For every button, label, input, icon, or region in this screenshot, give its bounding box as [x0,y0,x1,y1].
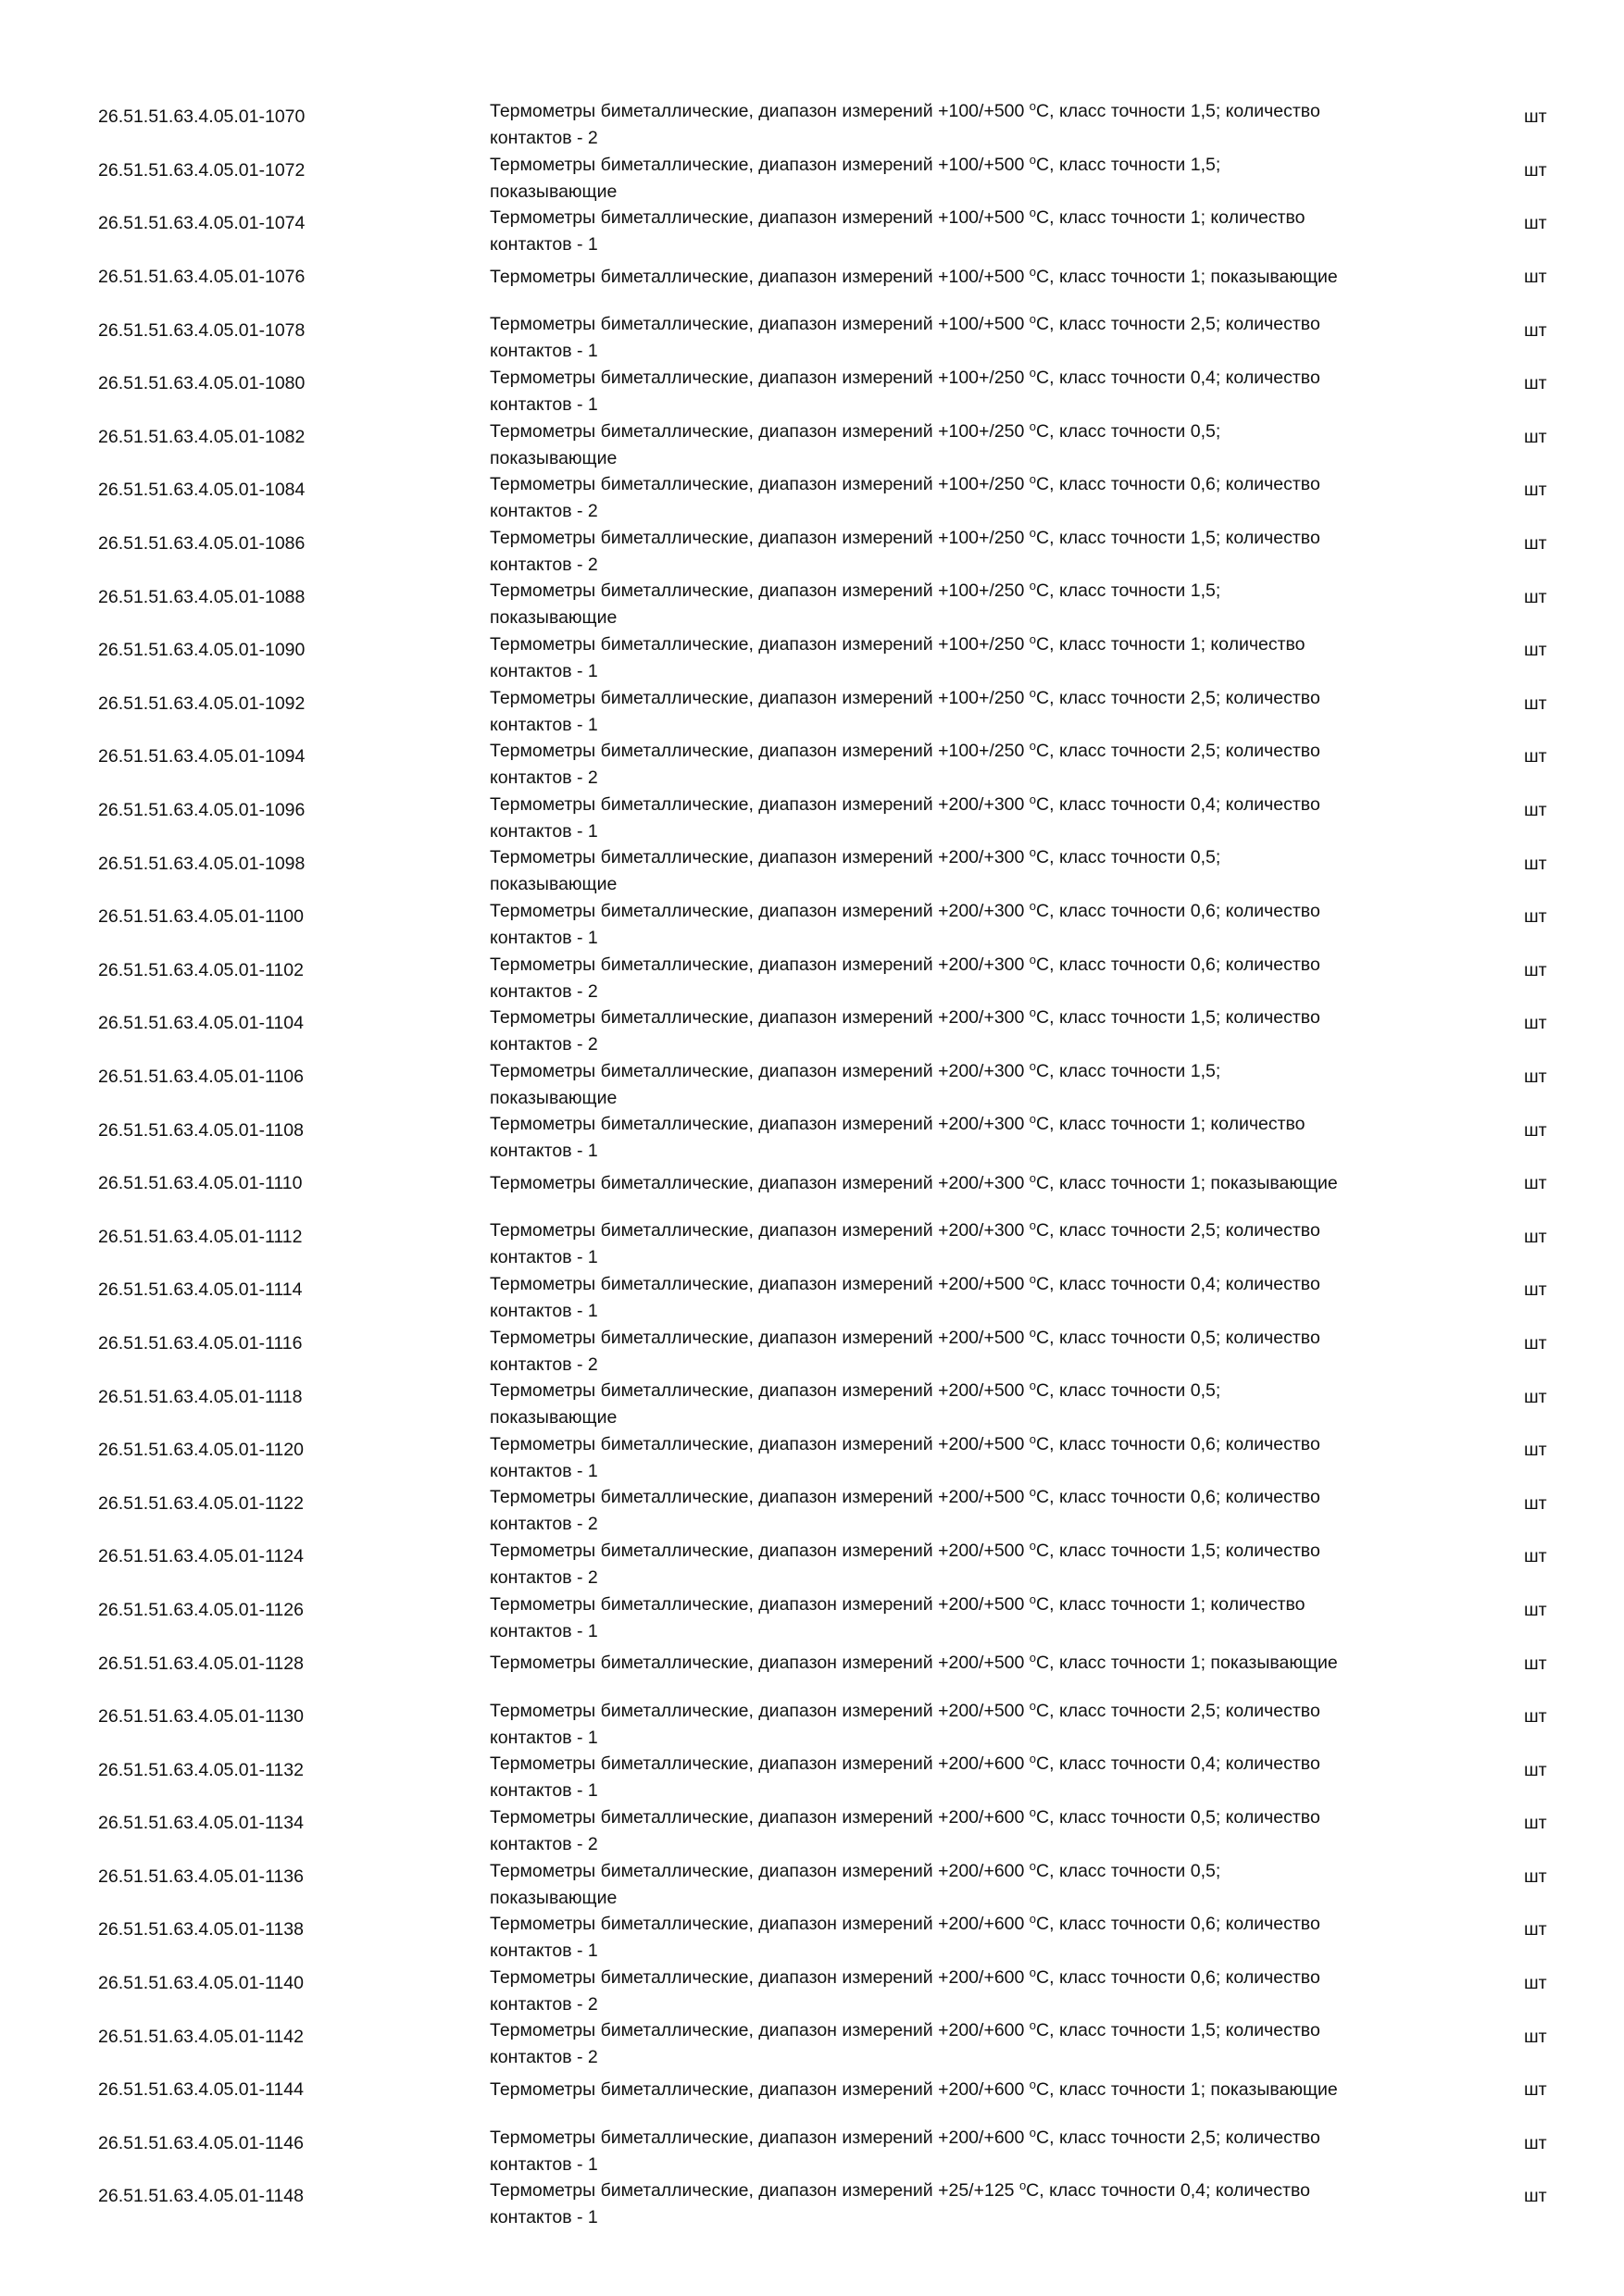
item-code: 26.51.51.63.4.05.01-1100 [98,906,304,928]
table-row [0,1797,1624,1854]
table-row [0,1637,1624,1691]
item-unit: шт [1524,1386,1547,1407]
table-row [0,837,1624,895]
item-code: 26.51.51.63.4.05.01-1098 [98,853,306,874]
item-description: Термометры биметаллические, диапазон измерений +100+/250 $^o$С, класс точности 0,4; количество контактов - 1 [490,365,1320,415]
item-unit: шт [1524,1759,1547,1780]
item-code: 26.51.51.63.4.05.01-1080 [98,373,306,394]
item-unit: шт [1524,853,1547,874]
item-unit: шт [1524,1492,1547,1514]
item-unit: шт [1524,906,1547,928]
item-unit: шт [1524,693,1547,714]
item-code: 26.51.51.63.4.05.01-1116 [98,1332,303,1354]
item-unit: шт [1524,1653,1547,1674]
item-description: Термометры биметаллические, диапазон измерений +200/+300 $^o$С, класс точности 0,5; показывающие [490,845,1221,895]
item-code: 26.51.51.63.4.05.01-1106 [98,1066,304,1087]
item-description: Термометры биметаллические, диапазон измерений +200/+300 $^o$С, класс точности 2,5; количество контактов - 1 [490,1218,1320,1268]
item-description: Термометры биметаллические, диапазон измерений +100+/250 $^o$С, класс точности 0,6; количество контактов - 2 [490,472,1320,522]
item-description: Термометры биметаллические, диапазон измерений +200/+300 $^o$С, класс точности 0,4; количество контактов - 1 [490,792,1320,842]
item-code: 26.51.51.63.4.05.01-1092 [98,693,306,714]
item-unit: шт [1524,1919,1547,1940]
table-row [0,518,1624,575]
item-unit: шт [1524,1279,1547,1301]
table-row [0,997,1624,1055]
table-row [0,1264,1624,1322]
table-row [0,730,1624,789]
table-row [0,891,1624,948]
price-list-table [0,91,1624,2228]
item-unit: шт [1524,2186,1547,2207]
item-description: Термометры биметаллические, диапазон измерений +100/+500 $^o$С, класс точности 1; количество контактов - 1 [490,206,1305,256]
item-description: Термометры биметаллические, диапазон измерений +200/+600 $^o$С, класс точности 0,5; количество контактов - 2 [490,1805,1320,1854]
item-unit: шт [1524,1173,1547,1194]
table-row [0,1530,1624,1589]
item-code: 26.51.51.63.4.05.01-1084 [98,480,306,501]
item-description: Термометры биметаллические, диапазон измерений +200/+300 $^o$С, класс точности 1; количество контактов - 1 [490,1112,1305,1162]
item-description: Термометры биметаллические, диапазон измерений +200/+500 $^o$С, класс точности 1; количество контактов - 1 [490,1591,1305,1641]
item-code: 26.51.51.63.4.05.01-1118 [98,1386,303,1407]
item-unit: шт [1524,2132,1547,2153]
table-row [0,1957,1624,2015]
item-unit: шт [1524,2079,1547,2101]
item-unit: шт [1524,426,1547,447]
item-code: 26.51.51.63.4.05.01-1122 [98,1492,304,1514]
item-description: Термометры биметаллические, диапазон измерений +200/+500 $^o$С, класс точности 0,5; количество контактов - 2 [490,1325,1320,1375]
item-description: Термометры биметаллические, диапазон измерений +200/+500 $^o$С, класс точности 0,5; показывающие [490,1379,1221,1429]
item-code: 26.51.51.63.4.05.01-1110 [98,1173,303,1194]
item-code: 26.51.51.63.4.05.01-1146 [98,2132,304,2153]
item-description: Термометры биметаллические, диапазон измерений +200/+600 $^o$С, класс точности 0,6; количество контактов - 2 [490,1965,1320,2015]
item-code: 26.51.51.63.4.05.01-1086 [98,533,306,555]
item-code: 26.51.51.63.4.05.01-1070 [98,106,306,128]
item-unit: шт [1524,106,1547,128]
item-code: 26.51.51.63.4.05.01-1076 [98,267,306,288]
item-code: 26.51.51.63.4.05.01-1108 [98,1119,304,1141]
item-description: Термометры биметаллические, диапазон измерений +100/+500 $^o$С, класс точности 1; показывающие [490,264,1338,287]
item-code: 26.51.51.63.4.05.01-1102 [98,959,304,980]
table-row [0,2170,1624,2228]
item-description: Термометры биметаллические, диапазон измерений +200/+500 $^o$С, класс точности 0,6; количество контактов - 1 [490,1431,1320,1481]
item-unit: шт [1524,533,1547,555]
item-description: Термометры биметаллические, диапазон измерений +200/+600 $^o$С, класс точности 0,6; количество контактов - 1 [490,1912,1320,1962]
table-row [0,1317,1624,1375]
item-code: 26.51.51.63.4.05.01-1132 [98,1759,304,1780]
item-unit: шт [1524,1226,1547,1247]
table-row [0,144,1624,202]
item-description: Термометры биметаллические, диапазон измерений +200/+300 $^o$С, класс точности 1,5; количество контактов - 2 [490,1005,1320,1055]
item-code: 26.51.51.63.4.05.01-1112 [98,1226,303,1247]
table-row [0,1903,1624,1962]
item-code: 26.51.51.63.4.05.01-1144 [98,2079,304,2101]
table-row [0,1210,1624,1268]
item-description: Термометры биметаллические, диапазон измерений +100+/250 $^o$С, класс точности 1,5; количество контактов - 2 [490,525,1320,575]
item-unit: шт [1524,586,1547,607]
table-row [0,2010,1624,2068]
table-row [0,2064,1624,2117]
item-description: Термометры биметаллические, диапазон измерений +200/+500 $^o$С, класс точности 1; показывающие [490,1651,1338,1674]
item-description: Термометры биметаллические, диапазон измерений +200/+300 $^o$С, класс точности 1; показывающие [490,1170,1338,1193]
item-description: Термометры биметаллические, диапазон измерений +200/+600 $^o$С, класс точности 0,4; количество контактов - 1 [490,1752,1320,1802]
table-row [0,1691,1624,1748]
item-unit: шт [1524,959,1547,980]
table-row [0,784,1624,842]
item-unit: шт [1524,159,1547,181]
table-row [0,197,1624,256]
item-code: 26.51.51.63.4.05.01-1104 [98,1013,304,1034]
item-description: Термометры биметаллические, диапазон измерений +200/+600 $^o$С, класс точности 2,5; количество контактов - 1 [490,2125,1320,2175]
table-row [0,1370,1624,1429]
table-row [0,304,1624,362]
item-unit: шт [1524,480,1547,501]
item-unit: шт [1524,1332,1547,1354]
table-row [0,251,1624,305]
item-description: Термометры биметаллические, диапазон измерений +100+/250 $^o$С, класс точности 2,5; количество контактов - 2 [490,739,1320,789]
item-unit: шт [1524,1813,1547,1834]
item-unit: шт [1524,1706,1547,1728]
table-row [0,1477,1624,1535]
item-description: Термометры биметаллические, диапазон измерений +200/+300 $^o$С, класс точности 0,6; количество контактов - 2 [490,952,1320,1002]
item-unit: шт [1524,319,1547,341]
item-unit: шт [1524,1866,1547,1887]
item-unit: шт [1524,1599,1547,1620]
item-unit: шт [1524,267,1547,288]
table-row [0,1851,1624,1908]
item-description: Термометры биметаллические, диапазон измерений +25/+125 $^o$С, класс точности 0,4; количество контактов - 1 [490,2178,1310,2228]
item-unit: шт [1524,1440,1547,1461]
table-row [0,357,1624,415]
item-code: 26.51.51.63.4.05.01-1088 [98,586,306,607]
item-description: Термометры биметаллические, диапазон измерений +100/+500 $^o$С, класс точности 1,5; количество контактов - 2 [490,99,1320,148]
item-code: 26.51.51.63.4.05.01-1140 [98,1973,304,1994]
item-code: 26.51.51.63.4.05.01-1094 [98,746,306,767]
item-code: 26.51.51.63.4.05.01-1114 [98,1279,303,1301]
item-unit: шт [1524,640,1547,661]
table-row [0,411,1624,468]
item-description: Термометры биметаллические, диапазон измерений +200/+600 $^o$С, класс точности 0,5; показывающие [490,1858,1221,1908]
item-code: 26.51.51.63.4.05.01-1148 [98,2186,304,2207]
item-description: Термометры биметаллические, диапазон измерений +100+/250 $^o$С, класс точности 2,5; количество контактов - 1 [490,685,1320,735]
item-code: 26.51.51.63.4.05.01-1074 [98,213,306,234]
item-description: Термометры биметаллические, диапазон измерений +100/+500 $^o$С, класс точности 2,5; количество контактов - 1 [490,312,1320,362]
table-row [0,570,1624,629]
table-row [0,91,1624,148]
item-unit: шт [1524,1973,1547,1994]
table-row [0,1104,1624,1162]
item-unit: шт [1524,2026,1547,2047]
item-unit: шт [1524,1119,1547,1141]
item-code: 26.51.51.63.4.05.01-1082 [98,426,306,447]
table-row [0,1051,1624,1108]
item-description: Термометры биметаллические, диапазон измерений +200/+500 $^o$С, класс точности 2,5; количество контактов - 1 [490,1698,1320,1748]
table-row [0,678,1624,735]
item-code: 26.51.51.63.4.05.01-1072 [98,159,306,181]
item-description: Термометры биметаллические, диапазон измерений +200/+600 $^o$С, класс точности 1; показывающие [490,2077,1338,2100]
item-description: Термометры биметаллические, диапазон измерений +200/+300 $^o$С, класс точности 1,5; показывающие [490,1058,1221,1108]
item-code: 26.51.51.63.4.05.01-1078 [98,319,306,341]
item-code: 26.51.51.63.4.05.01-1124 [98,1546,304,1567]
item-code: 26.51.51.63.4.05.01-1120 [98,1440,304,1461]
table-row [0,2117,1624,2175]
item-description: Термометры биметаллические, диапазон измерений +200/+500 $^o$С, класс точности 1,5; количество контактов - 2 [490,1539,1320,1589]
table-row [0,1157,1624,1211]
item-description: Термометры биметаллические, диапазон измерений +100+/250 $^o$С, класс точности 1,5; показывающие [490,579,1221,629]
item-description: Термометры биметаллические, диапазон измерений +200/+500 $^o$С, класс точности 0,4; количество контактов - 1 [490,1272,1320,1322]
item-unit: шт [1524,373,1547,394]
item-description: Термометры биметаллические, диапазон измерений +100+/250 $^o$С, класс точности 0,5; показывающие [490,418,1221,468]
item-description: Термометры биметаллические, диапазон измерений +200/+300 $^o$С, класс точности 0,6; количество контактов - 1 [490,898,1320,948]
table-row [0,1743,1624,1802]
item-code: 26.51.51.63.4.05.01-1142 [98,2026,304,2047]
item-code: 26.51.51.63.4.05.01-1090 [98,640,306,661]
item-unit: шт [1524,800,1547,821]
table-row [0,464,1624,522]
table-row [0,1424,1624,1481]
item-unit: шт [1524,746,1547,767]
item-code: 26.51.51.63.4.05.01-1126 [98,1599,304,1620]
table-row [0,1584,1624,1641]
item-unit: шт [1524,213,1547,234]
item-description: Термометры биметаллические, диапазон измерений +200/+600 $^o$С, класс точности 1,5; количество контактов - 2 [490,2018,1320,2068]
table-row [0,624,1624,681]
item-description: Термометры биметаллические, диапазон измерений +100+/250 $^o$С, класс точности 1; количество контактов - 1 [490,631,1305,681]
item-code: 26.51.51.63.4.05.01-1136 [98,1866,304,1887]
item-code: 26.51.51.63.4.05.01-1134 [98,1813,304,1834]
item-unit: шт [1524,1013,1547,1034]
table-row [0,944,1624,1002]
item-description: Термометры биметаллические, диапазон измерений +100/+500 $^o$С, класс точности 1,5; показывающие [490,152,1221,202]
item-unit: шт [1524,1546,1547,1567]
item-description: Термометры биметаллические, диапазон измерений +200/+500 $^o$С, класс точности 0,6; количество контактов - 2 [490,1485,1320,1535]
item-code: 26.51.51.63.4.05.01-1096 [98,800,306,821]
item-code: 26.51.51.63.4.05.01-1130 [98,1706,304,1728]
item-code: 26.51.51.63.4.05.01-1128 [98,1653,304,1674]
item-unit: шт [1524,1066,1547,1087]
item-code: 26.51.51.63.4.05.01-1138 [98,1919,304,1940]
